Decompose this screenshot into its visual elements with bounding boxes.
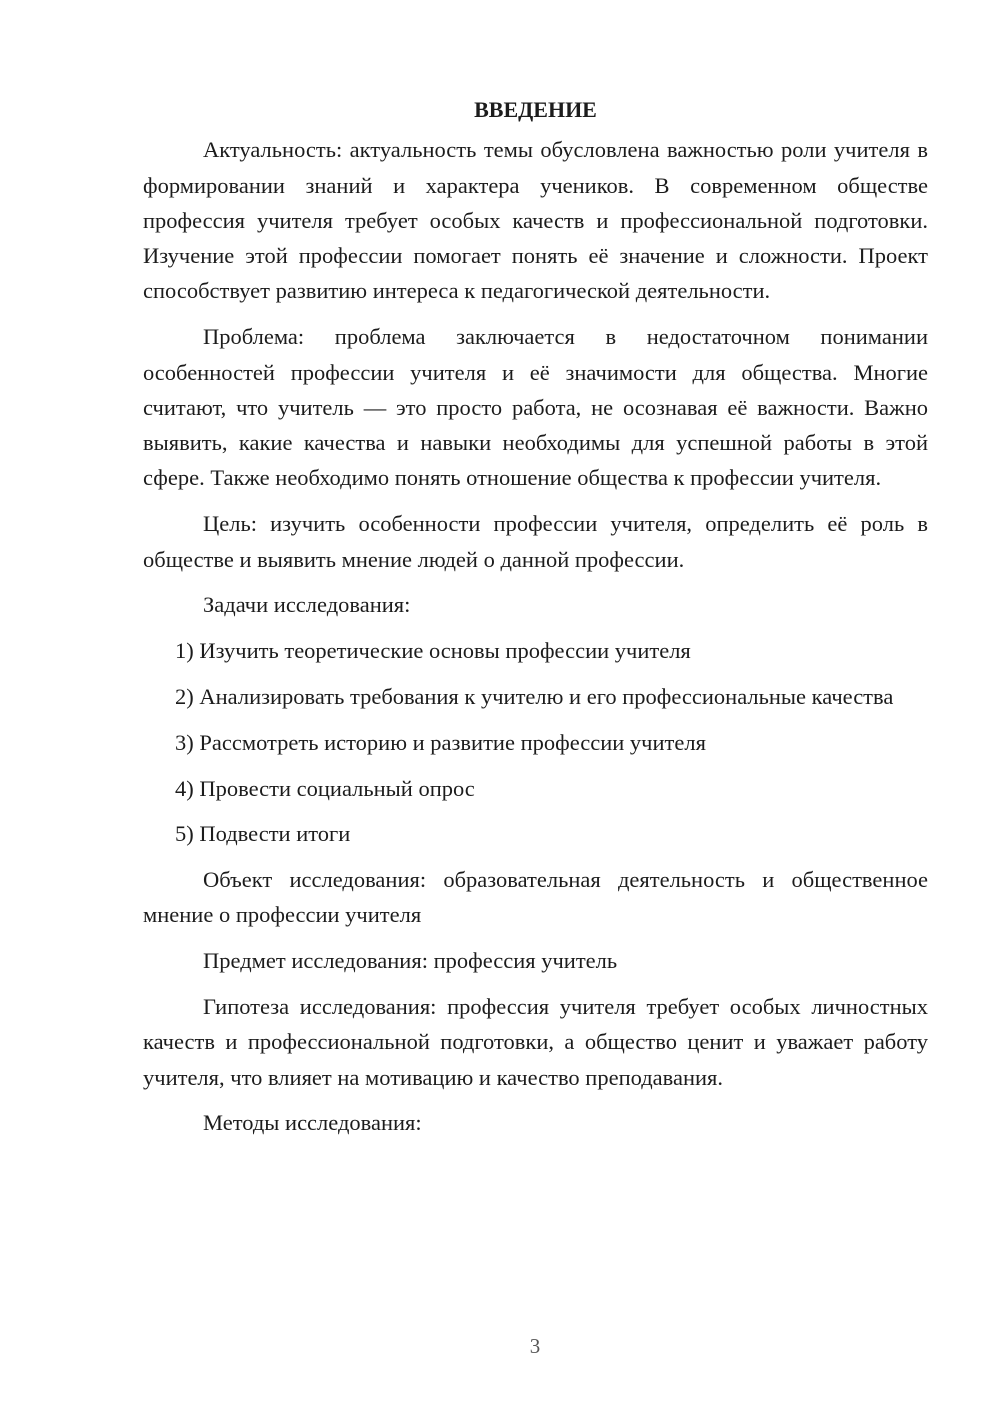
problem-paragraph: Проблема: проблема заключается в недостаточном понимании особенностей профессии учителя и её значимости для общества. Многие считают, что учитель — это просто работа, не осознавая её важности. Важно выявить, какие качества и навыки необходимы для успешной работы в этой сфере. Также необходимо понять отношение общества к профессии учителя.	[143, 324, 928, 491]
research-subject-paragraph: Предмет исследования: профессия учитель	[203, 948, 618, 974]
task-item-1: 1) Изучить теоретические основы профессии учителя	[175, 638, 691, 664]
task-item-4: 4) Провести социальный опрос	[175, 775, 475, 801]
task-item-2: 2) Анализировать требования к учителю и его профессиональные качества	[175, 683, 894, 709]
tasks-heading: Задачи исследования:	[203, 592, 411, 618]
task-item-3: 3) Рассмотреть историю и развитие профессии учителя	[175, 729, 706, 755]
page-title: ВВЕДЕНИЕ	[474, 97, 597, 122]
relevance-paragraph: Актуальность: актуальность темы обусловлена важностью роли учителя в формировании знаний и характера учеников. В современном обществе профессия учителя требует особых качеств и профессиональной подготовки. Изучение этой профессии помогает понять её значение и сложности. Проект способствует развитию интереса к педагогической деятельности.	[143, 137, 928, 304]
goal-paragraph: Цель: изучить особенности профессии учителя, определить её роль в обществе и выявить мнение людей о данной профессии.	[143, 511, 928, 572]
methods-heading: Методы исследования:	[203, 1110, 422, 1136]
page-content	[143, 92, 928, 1151]
page-number: 3	[529, 1334, 541, 1358]
hypothesis-paragraph: Гипотеза исследования: профессия учителя требует особых личностных качеств и профессиональной подготовки, а общество ценит и уважает работу учителя, что влияет на мотивацию и качество преподавания.	[143, 994, 928, 1090]
task-item-5: 5) Подвести итоги	[175, 821, 351, 847]
research-object-paragraph: Объект исследования: образовательная деятельность и общественное мнение о профессии учителя	[143, 867, 928, 928]
